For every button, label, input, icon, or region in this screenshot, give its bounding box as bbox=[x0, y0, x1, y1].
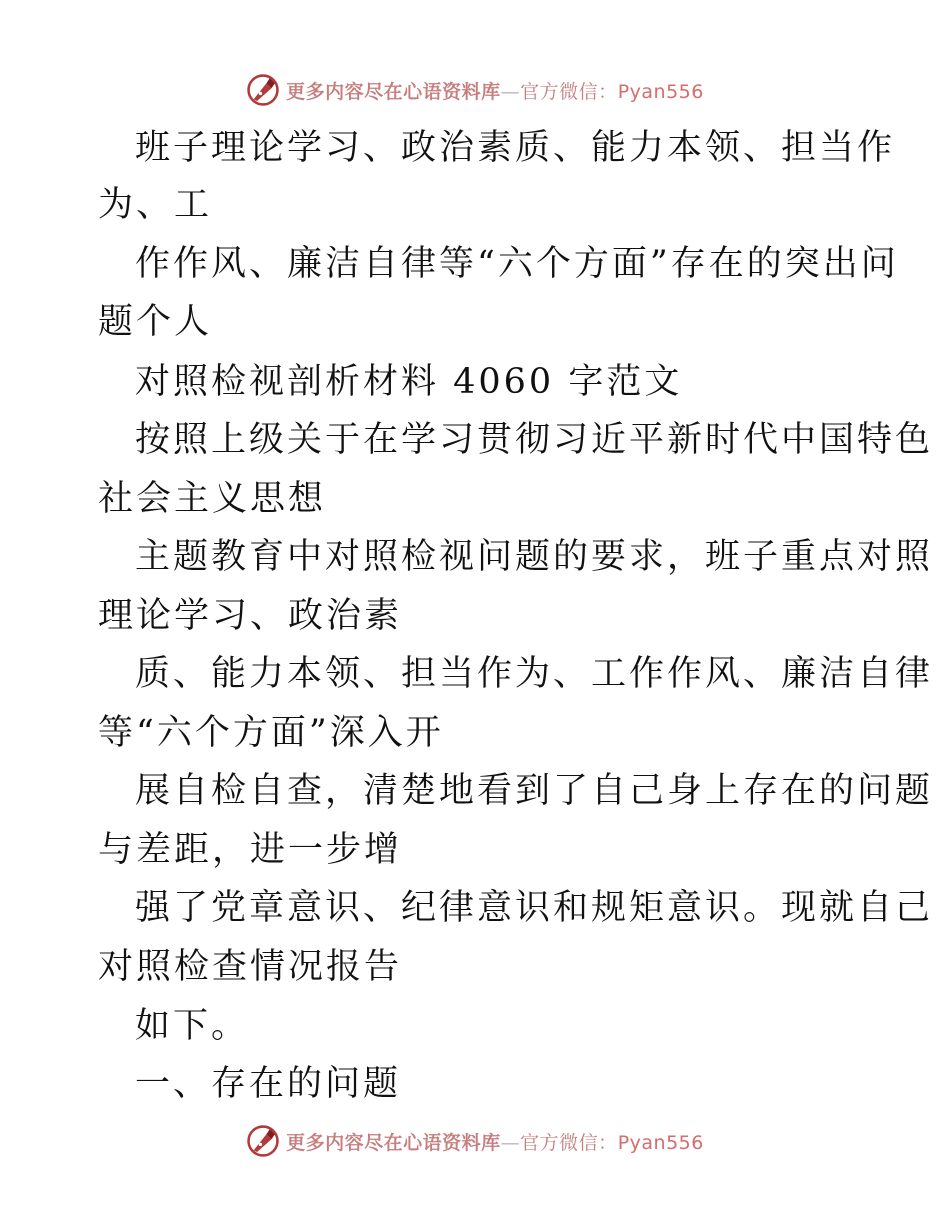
pen-nib-logo-icon bbox=[246, 73, 280, 107]
body-line: 等“六个方面”深入开 bbox=[98, 713, 444, 753]
watermark-label: 更多内容尽在心语资料库 bbox=[286, 80, 501, 103]
body-line: 对照检查情况报告 bbox=[98, 947, 403, 987]
footer-watermark-banner bbox=[0, 1121, 950, 1161]
body-line: 展自检自查，清楚地看到了自己身上存在的问题 bbox=[135, 771, 934, 811]
watermark-suffix: 官方微信： bbox=[520, 80, 618, 103]
body-line: 与差距，进一步增 bbox=[98, 830, 403, 870]
watermark-text bbox=[286, 1128, 704, 1155]
body-line: 主题教育中对照检视问题的要求，班子重点对照 bbox=[135, 537, 934, 577]
watermark-handle: Pyan556 bbox=[617, 80, 704, 103]
watermark-separator: — bbox=[500, 1131, 521, 1154]
watermark-label: 更多内容尽在心语资料库 bbox=[286, 1131, 501, 1154]
body-line: 社会主义思想 bbox=[98, 479, 327, 519]
body-line: 作作风、廉洁自律等“六个方面”存在的突出问 bbox=[135, 244, 899, 284]
header-watermark-banner bbox=[0, 70, 950, 110]
watermark-suffix: 官方微信： bbox=[520, 1131, 618, 1154]
section-heading: 一、存在的问题 bbox=[135, 1064, 402, 1104]
body-line: 对照检视剖析材料 4060 字范文 bbox=[135, 362, 683, 402]
watermark-text bbox=[286, 77, 704, 104]
body-line: 强了党章意识、纪律意识和规矩意识。现就自己 bbox=[135, 888, 934, 928]
body-line: 班子理论学习、政治素质、能力本领、担当作 bbox=[135, 128, 896, 168]
body-line: 质、能力本领、担当作为、工作作风、廉洁自律 bbox=[135, 654, 934, 694]
body-line: 如下。 bbox=[135, 1006, 250, 1046]
watermark-separator: — bbox=[500, 80, 521, 103]
body-line: 题个人 bbox=[98, 302, 213, 342]
body-line: 按照上级关于在学习贯彻习近平新时代中国特色 bbox=[135, 420, 934, 460]
body-line: 理论学习、政治素 bbox=[98, 596, 403, 636]
body-line: 为、工 bbox=[98, 185, 213, 225]
pen-nib-logo-icon bbox=[246, 1124, 280, 1158]
watermark-handle: Pyan556 bbox=[617, 1131, 704, 1154]
